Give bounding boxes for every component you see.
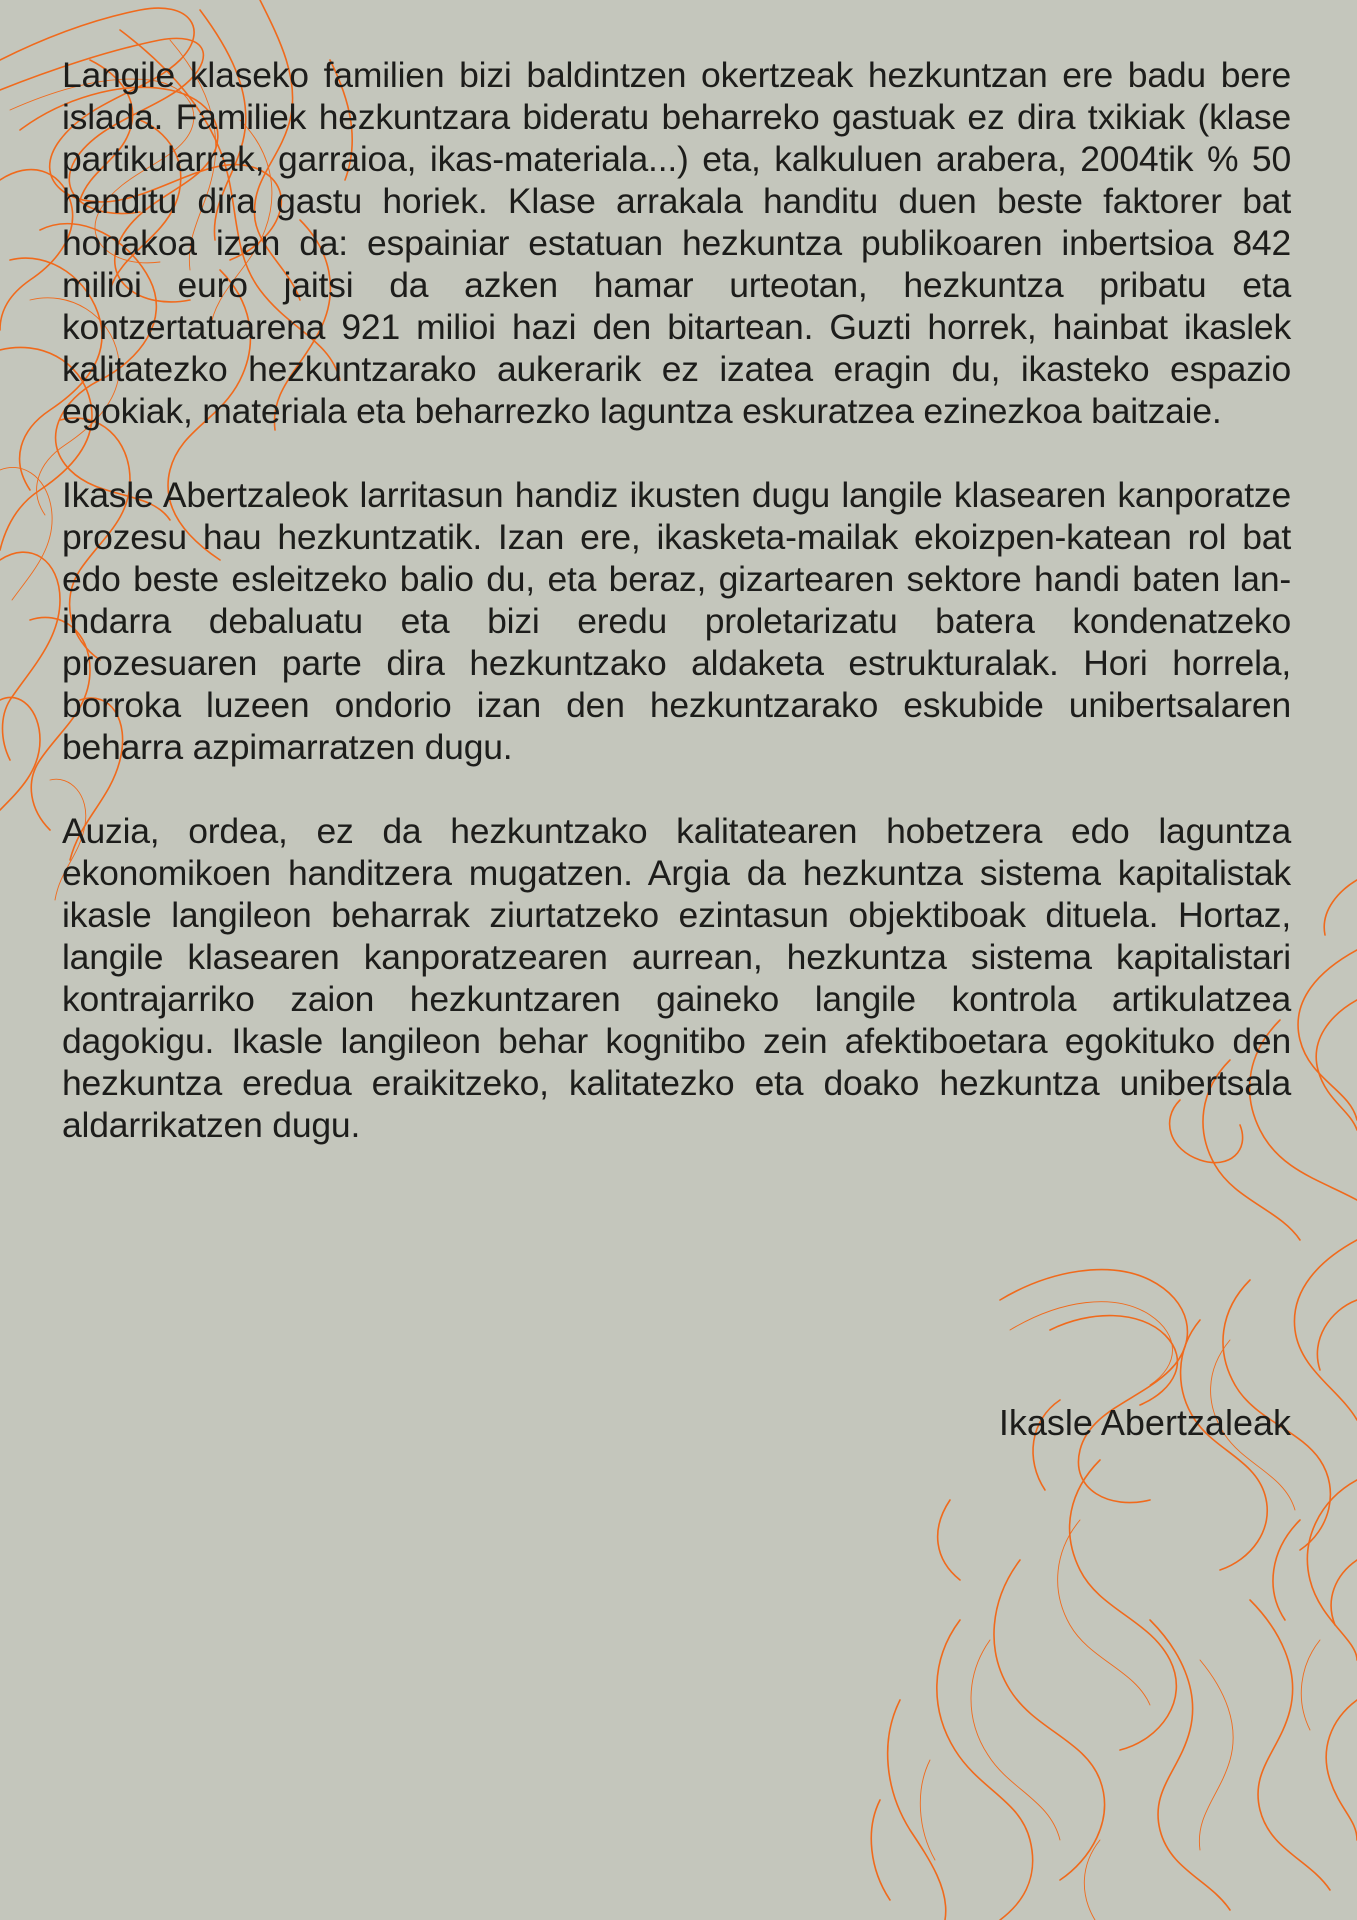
document-body <box>62 54 1291 1188</box>
paragraph-2: Ikasle Abertzaleok larritasun handiz ikusten dugu langile klasearen kanporatze prozesu hau hezkuntzatik. Izan ere, ikasketa-mailak ekoizpen-katean rol bat edo beste esleitzeko balio du, eta beraz, gizartearen sektore handi baten lan-indarra debaluatu eta bizi eredu proletarizatu batera kondenatzeko prozesuaren parte dira hezkuntzako aldaketa estrukturalak. Hori horrela, borroka luzeen ondorio izan den hezkuntzarako eskubide unibertsalaren beharra azpimarratzen dugu. <box>62 475 1291 767</box>
paragraph-1: Langile klaseko familien bizi baldintzen okertzeak hezkuntzan ere badu bere islada. Familiek hezkuntzara bideratu beharreko gastuak ez dira txikiak (klase partikularrak, garraioa, ikas-materiala...) eta, kalkuluen arabera, 2004tik % 50 handitu dira gastu horiek. Klase arrakala handitu duen beste faktorer bat honakoa izan da: espainiar estatuan hezkuntza publikoaren inbertsioa 842 milioi euro jaitsi da azken hamar urteotan, hezkuntza pribatu eta kontzertatuarena 921 milioi hazi den bitartean. Guzti horrek, hainbat ikaslek kalitatezko hezkuntzarako aukerarik ez izatea eragin du, ikasteko espazio egokiak, materiala eta beharrezko laguntza eskuratzea ezinezkoa baitzaie. <box>62 55 1291 431</box>
paragraph-3: Auzia, ordea, ez da hezkuntzako kalitatearen hobetzera edo laguntza ekonomikoen handitzera mugatzen. Argia da hezkuntza sistema kapitalistak ikasle langileon beharrak ziurtatzeko ezintasun objektiboak dituela. Hortaz, langile klasearen kanporatzearen aurrean, hezkuntza sistema kapitalistari kontrajarriko zaion hezkuntzaren gaineko langile kontrola artikulatzea dagokigu. Ikasle langileon behar kognitibo zein afektiboetara egokituko den hezkuntza eredua eraikitzeko, kalitatezko eta doako hezkuntza unibertsala aldarrikatzen dugu. <box>62 811 1291 1145</box>
signature: Ikasle Abertzaleak <box>998 1402 1291 1443</box>
marble-bottom-right-fine <box>920 1302 1320 1920</box>
marble-bottom-right <box>871 1240 1357 1920</box>
